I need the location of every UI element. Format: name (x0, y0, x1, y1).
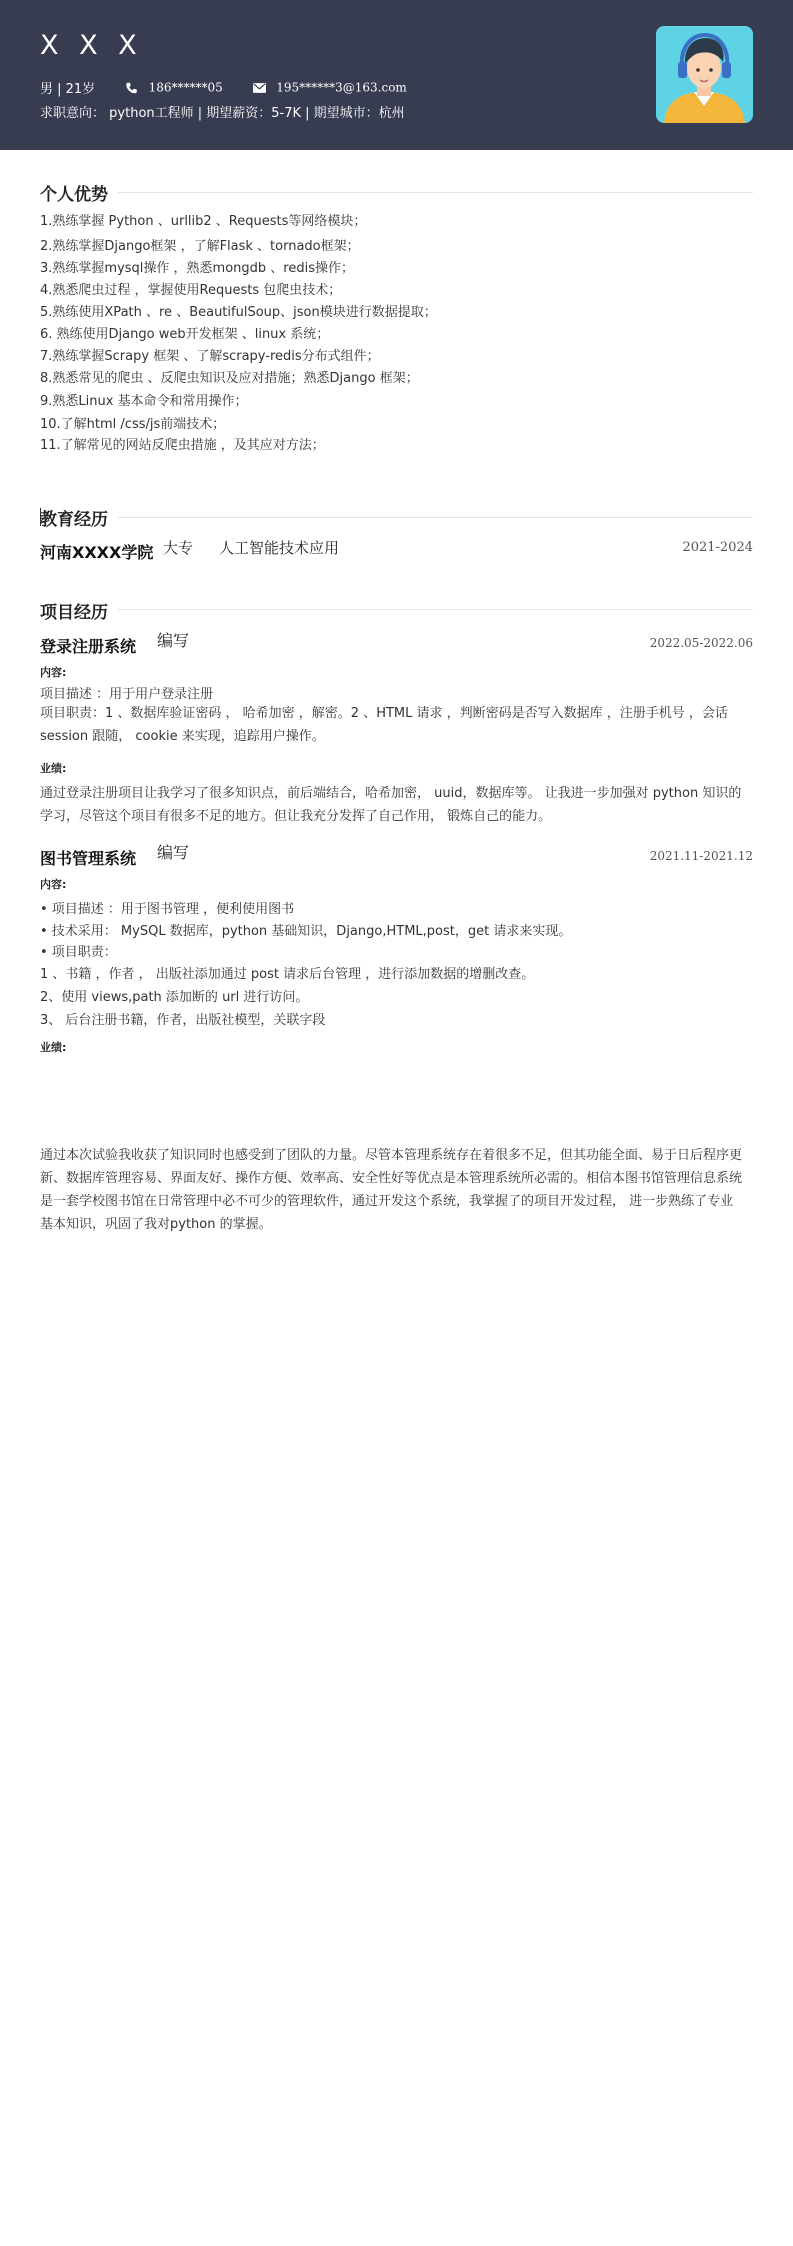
phone-icon (125, 82, 138, 94)
intent-row (40, 102, 405, 121)
education-degree: 大专 (163, 539, 194, 557)
advantage-item: 3.熟练掌握mysql操作 ，熟悉mongdb 、redis操作； (40, 261, 354, 276)
project-line: • 项目职责： (40, 945, 117, 960)
project-duty: 项目职责：1 、数据库验证密码 ， 哈希加密 ，解密。2 、HTML 请求 ，判断密码是否写入数据库 ，注册手机号 ，会话 session 跟随， cookie 来实现，追踪用户操作。 (40, 706, 728, 744)
project-role: 编写 (157, 843, 190, 862)
content-label: 内容: (40, 666, 67, 679)
avatar-illustration (656, 26, 753, 123)
project-result: 通过登录注册项目让我学习了很多知识点，前后端结合，哈希加密， uuid，数据库等。 让我进一步加强对 python 知识的学习，尽管这个项目有很多不足的地方。但让我充分发挥了自己作用， 锻炼自己的能力。 (40, 786, 742, 824)
intent-label: 求职意向： (40, 106, 106, 121)
project-date: 2022.05-2022.06 (649, 636, 753, 650)
email-address: 195******3@163.com (276, 80, 407, 95)
project-line: 1 、书籍 ，作者 ， 出版社添加通过 post 请求后台管理 ，进行添加数据的增删改查。 (40, 967, 535, 982)
section-divider (118, 609, 753, 610)
project-role: 编写 (157, 631, 190, 650)
advantage-item: 4.熟悉爬虫过程 ，掌握使用Requests 包爬虫技术； (40, 283, 342, 298)
advantage-item: 1.熟练掌握 Python 、urllib2 、Requests等网络模块； (40, 214, 367, 229)
candidate-name: X X X (40, 30, 143, 61)
contact-row (40, 78, 407, 97)
phone-number: 186******05 (148, 80, 223, 95)
advantage-item: 8.熟悉常见的爬虫 、反爬虫知识及应对措施；熟悉Django 框架； (40, 371, 419, 386)
advantage-item: 7.熟练掌握Scrapy 框架 、了解scrapy-redis分布式组件； (40, 349, 380, 364)
avatar (656, 26, 753, 123)
section-title-education: 教育经历 (40, 510, 108, 530)
result-label: 业绩: (40, 1041, 67, 1054)
section-title-advantages: 个人优势 (40, 185, 108, 205)
mail-icon (253, 82, 266, 94)
advantage-item: 6. 熟练使用Django web开发框架 、linux 系统； (40, 327, 330, 342)
education-school: 河南XXXX学院 (40, 543, 154, 562)
advantage-item: 2.熟练掌握Django框架 ，了解Flask 、tornado框架； (40, 239, 360, 254)
project-description: 项目描述 ：用于用户登录注册 (40, 687, 214, 702)
project-line: 2、使用 views,path 添加断的 url 进行访问。 (40, 990, 309, 1005)
advantage-item: 5.熟练使用XPath 、re 、BeautifulSoup、json模块进行数据提取； (40, 305, 437, 320)
intent-value: python工程师 | 期望薪资：5-7K | 期望城市：杭州 (109, 106, 405, 121)
section-title-projects: 项目经历 (40, 603, 108, 623)
advantage-item: 9.熟悉Linux 基本命令和常用操作； (40, 394, 248, 409)
result-label: 业绩: (40, 762, 67, 775)
project-date: 2021.11-2021.12 (649, 849, 753, 863)
project-name: 图书管理系统 (40, 849, 137, 868)
resume-header (0, 0, 793, 150)
education-date: 2021-2024 (682, 540, 753, 555)
section-divider (118, 517, 753, 518)
project-result: 通过本次试验我收获了知识同时也感受到了团队的力量。尽管本管理系统存在着很多不足，但其功能全面、易于日后程序更新、数据库管理容易、界面友好、操作方便、效率高、安全性好等优点是本管理系统所必需的。相信本图书馆管理信息系统是一套学校图书馆在日常管理中必不可少的管理软件，通过开发这个系统，我掌握了的项目开发过程， 进一步熟练了专业基本知识，巩固了我对python 的掌握。 (40, 1148, 743, 1232)
content-label: 内容: (40, 878, 67, 891)
project-name: 登录注册系统 (40, 637, 137, 656)
project-line: • 项目描述 ：用于图书管理 ，便利使用图书 (40, 902, 295, 917)
advantage-item: 11.了解常见的网站反爬虫措施 ，及其应对方法； (40, 438, 325, 453)
project-line: 3、 后台注册书籍，作者，出版社模型，关联字段 (40, 1013, 326, 1028)
advantage-item: 10.了解html /css/js前端技术； (40, 417, 226, 432)
project-line: • 技术采用： MySQL 数据库，python 基础知识，Django,HTML,post，get 请求来实现。 (40, 924, 572, 939)
section-divider (118, 192, 753, 193)
education-major: 人工智能技术应用 (219, 539, 340, 557)
gender-age: 男 | 21岁 (40, 82, 96, 97)
